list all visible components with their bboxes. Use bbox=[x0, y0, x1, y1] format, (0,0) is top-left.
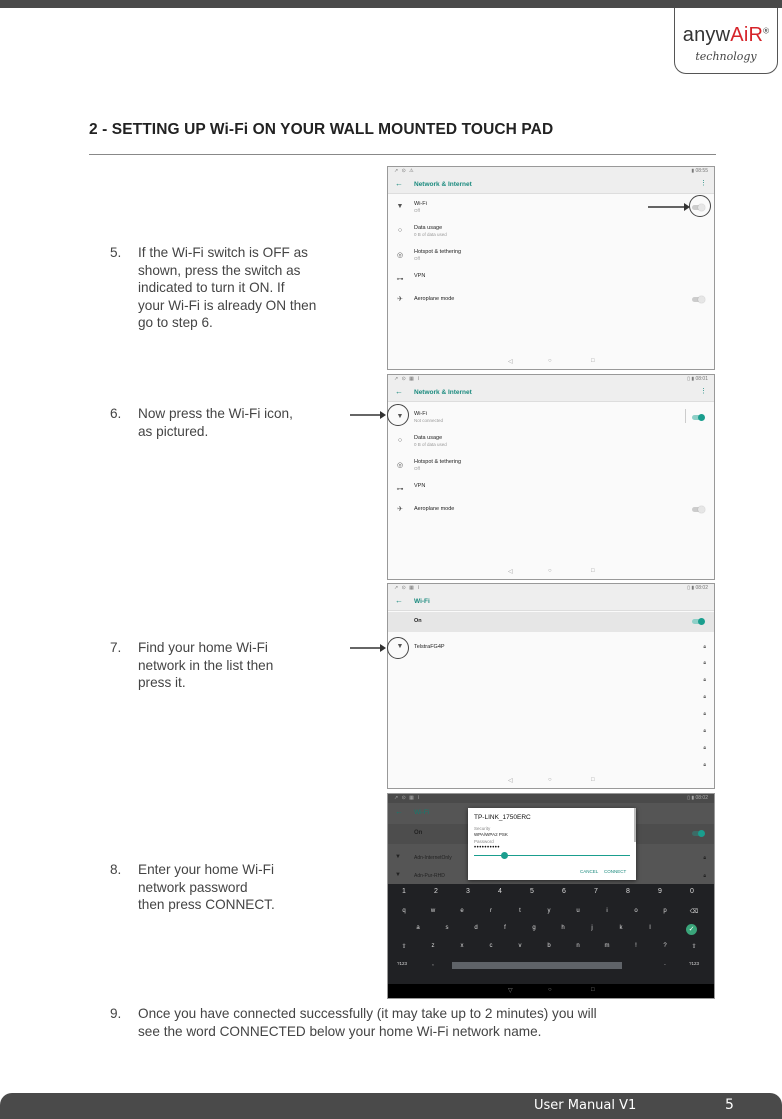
step-line: network password bbox=[138, 879, 248, 895]
top-bar bbox=[0, 0, 782, 8]
row-subtitle: Off bbox=[414, 208, 420, 213]
step-line: press it. bbox=[138, 675, 186, 690]
back-arrow-icon[interactable]: ← bbox=[395, 387, 403, 396]
app-bar-title: Network & Internet bbox=[414, 181, 472, 188]
highlight-circle bbox=[387, 637, 409, 659]
step-line: Find your home Wi-Fi bbox=[138, 640, 268, 655]
aeroplane-toggle[interactable] bbox=[692, 297, 704, 302]
row-subtitle: Off bbox=[414, 466, 420, 471]
app-bar bbox=[388, 593, 714, 611]
nav-recents-icon[interactable]: □ bbox=[591, 568, 595, 574]
spacebar[interactable] bbox=[452, 962, 622, 969]
section-heading: 2 - SETTING UP Wi-Fi ON YOUR WALL MOUNTED TOUCH PAD bbox=[89, 121, 554, 138]
screenshot-step8 bbox=[387, 793, 715, 999]
key[interactable]: 6 bbox=[562, 888, 566, 895]
nav-recents-icon[interactable]: □ bbox=[591, 777, 595, 783]
row-title: Hotspot & tethering bbox=[414, 459, 462, 465]
aeroplane-icon: ✈ bbox=[397, 506, 403, 513]
row-title: Wi-Fi bbox=[414, 411, 427, 417]
step-line: then press CONNECT. bbox=[138, 897, 275, 912]
nav-bar bbox=[388, 984, 714, 998]
logo-wordmark: anywAiR® bbox=[682, 24, 770, 46]
on-screen-keyboard bbox=[388, 884, 714, 984]
row-subtitle: 0 B of data used bbox=[414, 232, 447, 237]
wifi-on-row[interactable] bbox=[388, 612, 714, 632]
lock-icon: 🔒︎ bbox=[703, 745, 706, 751]
row-title: Data usage bbox=[414, 435, 443, 441]
step-text bbox=[138, 861, 275, 914]
heading-rule bbox=[89, 154, 716, 155]
nav-recents-icon[interactable]: □ bbox=[591, 987, 595, 993]
wifi-signal-icon: ▼ bbox=[395, 854, 401, 860]
hotspot-icon: ◎ bbox=[396, 252, 404, 259]
step-text bbox=[138, 405, 293, 440]
step-number: 7. bbox=[110, 640, 122, 655]
manual-version: User Manual V1 bbox=[534, 1098, 637, 1113]
key[interactable]: y bbox=[547, 908, 551, 914]
step-line: Now press the Wi-Fi icon, bbox=[138, 406, 293, 421]
app-bar-title: Network & Internet bbox=[414, 389, 472, 396]
nav-hide-keyboard-icon[interactable]: ▽ bbox=[508, 988, 513, 994]
key[interactable]: 9 bbox=[658, 888, 662, 895]
key[interactable]: m bbox=[604, 943, 610, 949]
nav-home-icon[interactable]: ○ bbox=[548, 568, 552, 574]
wifi-signal-icon: ▼ bbox=[395, 872, 401, 878]
hotspot-icon: ◎ bbox=[396, 462, 404, 469]
highlight-circle bbox=[689, 195, 711, 217]
key[interactable]: f bbox=[504, 925, 506, 931]
wifi-icon[interactable]: ▼ bbox=[396, 413, 404, 420]
period-key[interactable]: . bbox=[664, 961, 666, 967]
lock-icon: 🔒︎ bbox=[703, 855, 706, 861]
password-label: Password bbox=[474, 839, 494, 844]
nav-back-icon[interactable]: ◁ bbox=[508, 569, 513, 575]
nav-back-icon[interactable]: ◁ bbox=[508, 359, 513, 365]
overflow-menu-icon[interactable]: ⋮ bbox=[700, 180, 707, 187]
key[interactable]: x bbox=[460, 943, 464, 949]
enter-check-icon[interactable]: ✓ bbox=[686, 924, 697, 935]
nav-recents-icon[interactable]: □ bbox=[591, 358, 595, 364]
key[interactable]: k bbox=[619, 925, 623, 931]
step-line: network in the list then bbox=[138, 657, 274, 673]
dimmed-background bbox=[388, 794, 714, 884]
lock-icon: 🔒︎ bbox=[703, 728, 706, 734]
key[interactable]: ! bbox=[635, 943, 637, 949]
screenshot-step5 bbox=[387, 166, 715, 370]
step-line: If the Wi-Fi switch is OFF as bbox=[138, 245, 308, 260]
nav-home-icon[interactable]: ○ bbox=[548, 358, 552, 364]
wifi-password-dialog bbox=[468, 808, 636, 880]
row-title: Data usage bbox=[414, 225, 443, 231]
back-arrow-icon[interactable]: ← bbox=[395, 596, 403, 605]
key[interactable]: 3 bbox=[466, 888, 470, 895]
key[interactable]: l bbox=[649, 925, 651, 931]
key[interactable]: g bbox=[532, 925, 536, 931]
overflow-menu-icon[interactable]: ⋮ bbox=[700, 388, 707, 395]
key[interactable]: n bbox=[576, 943, 580, 949]
key[interactable]: c bbox=[489, 943, 493, 949]
key[interactable]: h bbox=[561, 925, 565, 931]
nav-bar bbox=[388, 355, 714, 369]
step-number: 8. bbox=[110, 862, 122, 877]
status-bar: ↗ ⊙ ⚠ ▮ 08:55 bbox=[388, 167, 714, 176]
key[interactable]: 4 bbox=[498, 888, 502, 895]
security-label: Security bbox=[474, 826, 491, 831]
row-title: Wi-Fi bbox=[414, 201, 427, 207]
step-number: 9. bbox=[110, 1006, 122, 1021]
divider bbox=[685, 409, 686, 423]
step-line: go to step 6. bbox=[138, 315, 213, 330]
network-name: Adn-InternetOnly bbox=[414, 855, 452, 861]
symbols-key[interactable]: ?123 bbox=[688, 961, 699, 966]
page-number: 5 bbox=[725, 1097, 734, 1113]
wifi-signal-icon: ▼ bbox=[396, 643, 404, 650]
shift-key[interactable]: ⇧ bbox=[401, 944, 407, 950]
shift-key[interactable]: ⇧ bbox=[691, 944, 697, 950]
step-number: 5. bbox=[110, 245, 122, 260]
step-number: 6. bbox=[110, 406, 122, 421]
lock-icon: 🔒︎ bbox=[703, 677, 706, 683]
on-label: On bbox=[414, 830, 423, 836]
step-8 bbox=[110, 861, 330, 916]
arrow-to-wifi-icon bbox=[348, 409, 386, 421]
key[interactable]: a bbox=[416, 925, 420, 931]
step-line: Enter your home Wi-Fi bbox=[138, 862, 274, 877]
key[interactable]: z bbox=[431, 943, 435, 949]
step-5 bbox=[110, 244, 370, 339]
lock-icon: 🔒︎ bbox=[703, 644, 706, 650]
step-text bbox=[138, 639, 273, 692]
screenshot-step7 bbox=[387, 583, 715, 789]
step-line: Once you have connected successfully (it may take up to 2 minutes) you will bbox=[138, 1006, 597, 1021]
key[interactable]: b bbox=[547, 943, 551, 949]
step-line: shown, press the switch as bbox=[138, 262, 301, 278]
nav-bar bbox=[388, 565, 714, 579]
row-subtitle: 0 B of data used bbox=[414, 442, 447, 447]
nav-bar bbox=[388, 774, 714, 788]
key[interactable]: 8 bbox=[626, 888, 630, 895]
network-name: TelstraFG4P bbox=[414, 644, 445, 650]
key[interactable]: w bbox=[430, 908, 436, 914]
status-bar: ↗ ⊙ ▦ ⌇ ▯ ▮ 08:01 bbox=[388, 375, 714, 384]
step-line: see the word CONNECTED below your home Wi-Fi network name. bbox=[138, 1023, 542, 1039]
security-value: WPA/WPA2 PSK bbox=[474, 832, 508, 837]
wifi-toggle bbox=[692, 831, 704, 836]
back-arrow-icon: ← bbox=[395, 807, 403, 816]
step-line: indicated to turn it ON. If bbox=[138, 280, 285, 295]
lock-icon: 🔒︎ bbox=[703, 694, 706, 700]
comma-key[interactable]: , bbox=[432, 961, 434, 967]
arrow-to-network bbox=[348, 642, 386, 654]
status-bar: ↗ ⊙ ▦ ⌇ ▯ ▮ 08:02 bbox=[388, 794, 714, 803]
row-title: Aeroplane mode bbox=[414, 296, 455, 302]
key[interactable]: s bbox=[445, 925, 449, 931]
step-text bbox=[138, 1005, 738, 1040]
key[interactable]: u bbox=[576, 908, 580, 914]
key[interactable]: 2 bbox=[434, 888, 438, 895]
app-bar-title: Wi-Fi bbox=[414, 809, 430, 816]
key[interactable]: v bbox=[518, 943, 522, 949]
password-input[interactable]: •••••••••• bbox=[474, 845, 501, 851]
lock-icon: 🔒︎ bbox=[703, 873, 706, 879]
key[interactable]: i bbox=[606, 908, 608, 914]
key[interactable]: r bbox=[490, 908, 492, 914]
dialog-title: TP-LINK_1750ERC bbox=[474, 814, 531, 821]
lock-icon: 🔒︎ bbox=[703, 660, 706, 666]
app-bar-title: Wi-Fi bbox=[414, 598, 430, 605]
highlight-circle bbox=[387, 404, 409, 426]
wifi-toggle[interactable] bbox=[692, 619, 704, 624]
row-title: Aeroplane mode bbox=[414, 506, 455, 512]
key[interactable]: p bbox=[663, 908, 667, 914]
cancel-button[interactable]: CANCEL bbox=[580, 869, 599, 874]
wifi-icon: ▼ bbox=[396, 203, 404, 210]
nav-home-icon[interactable]: ○ bbox=[548, 987, 552, 993]
status-bar: ↗ ⊙ ▦ ⌇ ▯ ▮ 08:02 bbox=[388, 584, 714, 593]
app-bar bbox=[388, 384, 714, 402]
data-usage-icon: ○ bbox=[397, 227, 403, 234]
vpn-key-icon: ⊶ bbox=[396, 486, 404, 493]
key[interactable]: 1 bbox=[402, 888, 406, 895]
step-6 bbox=[110, 405, 340, 445]
wifi-toggle[interactable] bbox=[692, 415, 704, 420]
network-name: Adn-Pur-RHD bbox=[414, 873, 445, 879]
key[interactable]: 0 bbox=[690, 888, 694, 895]
row-title: Hotspot & tethering bbox=[414, 249, 462, 255]
screenshot-step6 bbox=[387, 374, 715, 580]
row-subtitle: Not connected bbox=[414, 418, 444, 423]
lock-icon: 🔒︎ bbox=[703, 711, 706, 717]
aeroplane-toggle[interactable] bbox=[692, 507, 704, 512]
page-footer bbox=[0, 1093, 782, 1119]
back-arrow-icon[interactable]: ← bbox=[395, 179, 403, 188]
row-title: VPN bbox=[414, 483, 426, 489]
row-subtitle: Off bbox=[414, 256, 420, 261]
app-bar bbox=[388, 176, 714, 194]
step-line: as pictured. bbox=[138, 423, 209, 439]
key[interactable]: o bbox=[634, 908, 638, 914]
lock-icon: 🔒︎ bbox=[703, 762, 706, 768]
symbols-key[interactable]: ?123 bbox=[396, 961, 407, 966]
nav-back-icon[interactable]: ◁ bbox=[508, 778, 513, 784]
step-line: your Wi-Fi is already ON then bbox=[138, 297, 317, 313]
key[interactable]: q bbox=[402, 908, 406, 914]
arrow-to-wifi-toggle bbox=[646, 201, 690, 213]
key[interactable]: ? bbox=[663, 943, 667, 949]
dialog-scrollbar bbox=[634, 808, 636, 842]
text-cursor-handle[interactable] bbox=[501, 852, 508, 859]
nav-home-icon[interactable]: ○ bbox=[548, 777, 552, 783]
key[interactable]: t bbox=[519, 908, 521, 914]
data-usage-icon: ○ bbox=[397, 437, 403, 444]
key[interactable]: d bbox=[474, 925, 478, 931]
row-title: VPN bbox=[414, 273, 426, 279]
aeroplane-icon: ✈ bbox=[397, 296, 403, 303]
step-7 bbox=[110, 639, 330, 694]
key[interactable]: 5 bbox=[530, 888, 534, 895]
logo bbox=[674, 8, 778, 74]
key[interactable]: j bbox=[591, 925, 593, 931]
password-underline bbox=[474, 855, 630, 856]
backspace-key[interactable]: ⌫ bbox=[689, 909, 699, 915]
on-label: On bbox=[414, 618, 422, 624]
logo-tagline: technology bbox=[695, 50, 757, 63]
key[interactable]: 7 bbox=[594, 888, 598, 895]
key[interactable]: e bbox=[460, 908, 464, 914]
step-text bbox=[138, 244, 316, 332]
connect-button[interactable]: CONNECT bbox=[604, 869, 627, 874]
vpn-key-icon: ⊶ bbox=[396, 276, 404, 283]
